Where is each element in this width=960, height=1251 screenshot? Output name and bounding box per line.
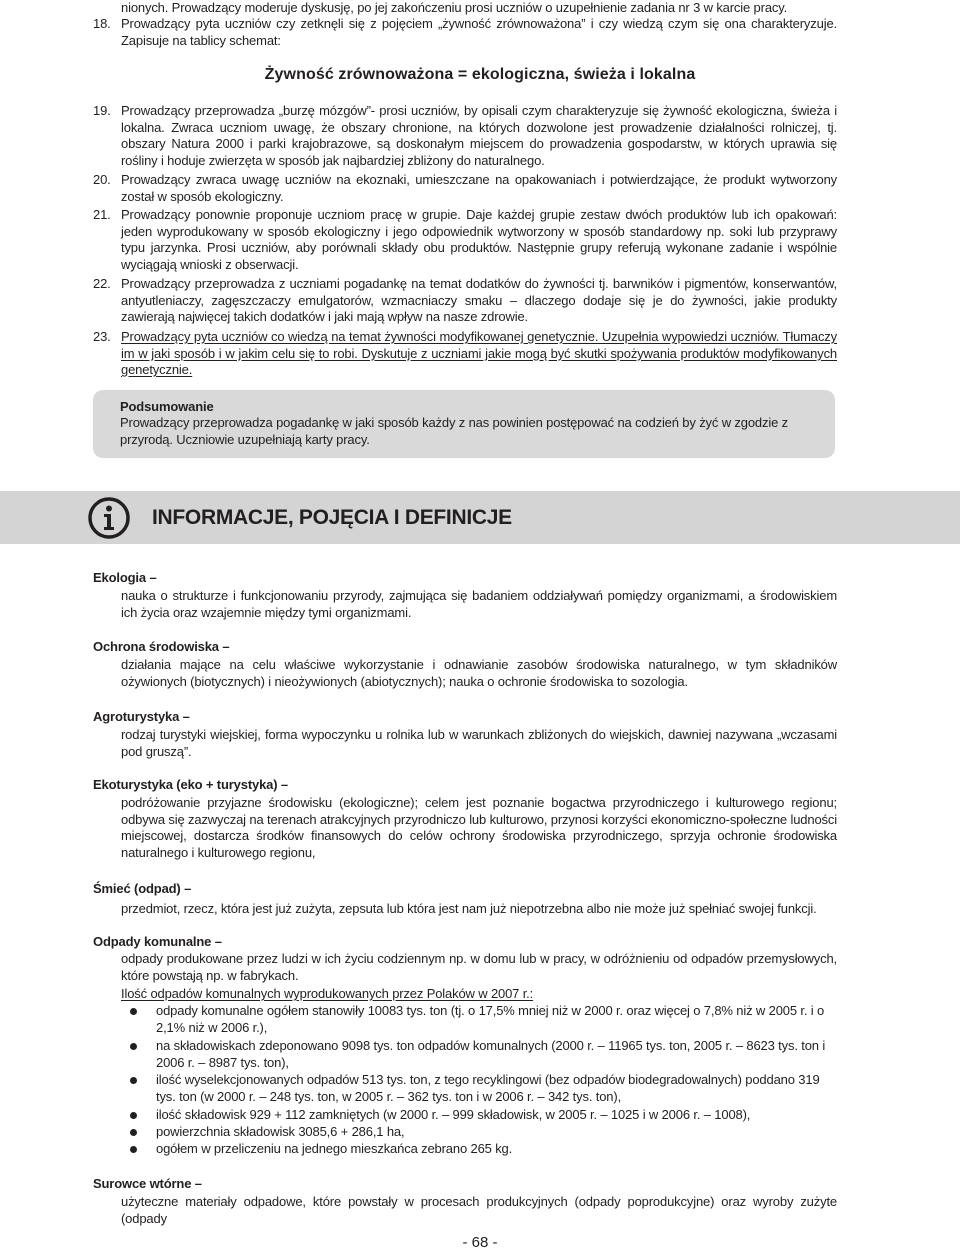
definition-term: Ochrona środowiska –	[93, 639, 230, 654]
formula: Żywność zrównoważona = ekologiczna, świeża i lokalna	[264, 66, 696, 83]
definition-text: przedmiot, rzecz, która jest już zużyta, zepsuta lub która jest nam już niepotrzebna albo nie może już spełniać swojej funkcji.	[121, 901, 817, 916]
waste-stats-heading: Ilość odpadów komunalnych wyprodukowanych przez Polaków w 2007 r.:	[121, 986, 534, 1001]
item-text: Prowadzący ponownie proponuje uczniom pracę w grupie. Daje każdej grupie zestaw dwóch produktów lub ich opakowań: jeden wyprodukowany w sposób ekologiczny i jego odpowiednik wytworzony w sposób standardowy np. soki lub przyprawy typu jarzynka. Prosi uczniów, aby porównali składy obu produktów. Następnie grupy referują wykonane zadanie i wspólnie wyciągają wnioski z obserwacji.	[121, 207, 837, 272]
item-text: Prowadzący pyta uczniów czy zetknęli się z pojęciem „żywność zrównoważona” i czy wiedzą czym się ona charakteryzuje. Zapisuje na tablicy schemat:	[121, 16, 837, 48]
item-number: 19.	[93, 103, 111, 118]
summary-title: Podsumowanie	[120, 399, 214, 414]
definition-term: Surowce wtórne –	[93, 1176, 202, 1191]
definition-text: użyteczne materiały odpadowe, które powstały w procesach produkcyjnych (odpady poprodukcyjne) oraz wyroby zużyte (odpady	[121, 1194, 837, 1226]
definition-term: Śmieć (odpad) –	[93, 881, 192, 896]
item-text: Prowadzący przeprowadza z uczniami pogadankę na temat dodatków do żywności tj. barwników i pigmentów, konserwantów, antyutleniaczy, zagęszczaczy emulgatorów, wzmacniaczy smaku – dlaczego dodaje się je do żywności, jakie produkty zawierają najwięcej takich dodatków i jaki mają wpływ na nasze zdrowie.	[121, 276, 837, 325]
item-number: 20.	[93, 172, 111, 187]
definition-text: nauka o strukturze i funkcjonowaniu przyrody, zajmująca się badaniem oddziaływań pomiędzy organizmami, a środowiskiem ich życia oraz wzajemnie między tymi organizmami.	[121, 588, 837, 620]
definition-term: Agroturystyka –	[93, 709, 190, 724]
definition-term: Ekoturystyka (eko + turystyka) –	[93, 777, 288, 792]
summary-box	[93, 390, 835, 458]
bullet-icon	[130, 1008, 137, 1015]
bullet-icon	[130, 1146, 137, 1153]
bullet-icon	[130, 1112, 137, 1119]
definition-term: Odpady komunalne –	[93, 934, 222, 949]
item-number: 18.	[93, 16, 111, 31]
item-number: 23.	[93, 329, 111, 344]
item-number: 21.	[93, 207, 111, 222]
section-title: INFORMACJE, POJĘCIA I DEFINICJE	[152, 506, 512, 529]
bullet-icon	[130, 1043, 137, 1050]
summary-text: Prowadzący przeprowadza pogadankę w jaki sposób każdy z nas powinien postępować na codzień by żyć w zgodzie z przyrodą. Uczniowie uzupełniają karty pracy.	[120, 415, 788, 447]
bullet-icon	[130, 1077, 137, 1084]
bullet-icon	[130, 1129, 137, 1136]
section-banner	[0, 491, 960, 544]
definition-term: Ekologia –	[93, 570, 157, 585]
item-text: Prowadzący zwraca uwagę uczniów na ekoznaki, umieszczane na opakowaniach i potwierdzające, że produkt wytworzony został w sposób ekologiczny.	[121, 172, 837, 204]
info-icon	[87, 496, 131, 540]
page-number: - 68 -	[462, 1234, 498, 1251]
definition-text: rodzaj turystyki wiejskiej, forma wypoczynku u rolnika lub w warunkach zbliżonych do wiejskich, dawniej nazywana „wczasami pod gruszą”.	[121, 727, 837, 759]
definition-text: odpady produkowane przez ludzi w ich życiu codziennym np. w domu lub w pracy, w odróżnieniu od odpadów przemysłowych, które powstają np. w fabrykach.	[121, 951, 837, 983]
definition-text: podróżowanie przyjazne środowisku (ekologiczne); celem jest poznanie bogactwa przyrodniczego i kulturowego regionu; odbywa się zazwyczaj na terenach atrakcyjnych przyrodniczo lub kulturowo, przynosi korzyści ekonomiczno-społeczne ludności miejscowej, dostarcza środków finansowych do celów ochrony środowiska przyrodniczego, sprzyja ochronie środowiska naturalnego i kulturowego regionu,	[121, 795, 837, 860]
item-text: Prowadzący pyta uczniów co wiedzą na temat żywności modyfikowanej genetycznie. Uzupełnia wypowiedzi uczniów. Tłumaczy im w jaki sposób i w jakim celu się to robi. Dyskutuje z uczniami jakie mogą być skutki spożywania produktów modyfikowanych genetycznie.	[121, 329, 837, 378]
definition-text: działania mające na celu właściwe wykorzystanie i odnawianie zasobów środowiska naturalnego, w tym składników ożywionych (biotycznych) i nieożywionych (abiotycznych); nauka o ochronie środowiska to sozologia.	[121, 657, 837, 689]
item-text: Prowadzący przeprowadza „burzę mózgów”- prosi uczniów, by opisali czym charakteryzuje się żywność ekologiczna, świeża i lokalna. Zwraca uczniom uwagę, że obszary chronione, na których dozwolone jest prowadzenie działalności rolniczej, tj. obszary Natura 2000 i parki krajobrazowe, są doskonałym miejscem do prowadzenia gospodarstw, w których uprawia się rośliny i hoduje zwierzęta w sposób jak najbardziej zbliżony do naturalnego.	[121, 103, 837, 168]
item-number: 22.	[93, 276, 111, 291]
